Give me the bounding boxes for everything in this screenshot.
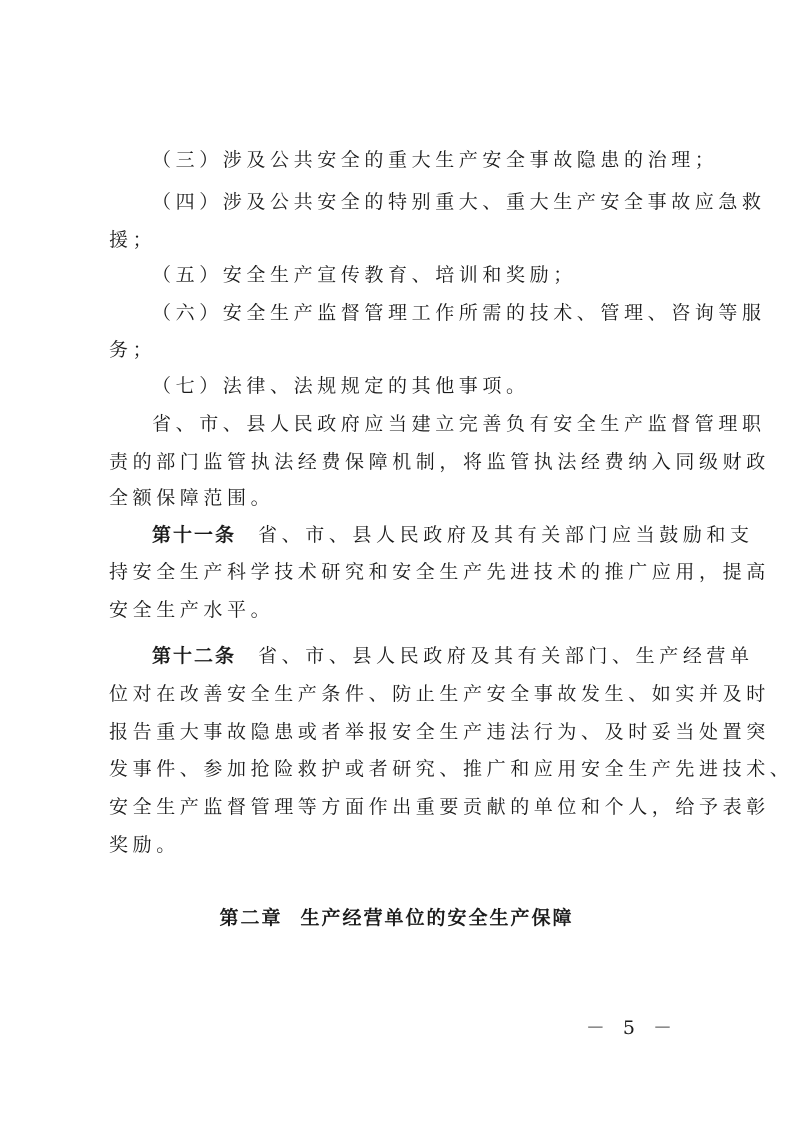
page-number: － 5 － [585, 1017, 678, 1039]
budget-paragraph-line-2: 责的部门监管执法经费保障机制，将监管执法经费纳入同级财政 [109, 451, 770, 473]
article-11-line-2: 持安全生产科学技术研究和安全生产先进技术的推广应用，提高 [109, 561, 770, 583]
article-12-line-1 [152, 644, 754, 668]
item-four-line-1: （四）涉及公共安全的特别重大、重大生产安全事故应急救 [152, 191, 766, 213]
chapter-number: 第二章 [219, 907, 283, 929]
article-12-line-3: 报告重大事故隐患或者举报安全生产违法行为、及时妥当处置突 [109, 721, 770, 743]
budget-paragraph-line-3: 全额保障范围。 [109, 487, 275, 509]
item-three: （三）涉及公共安全的重大生产安全事故隐患的治理； [152, 149, 719, 171]
article-12-line-6: 奖励。 [109, 834, 180, 856]
article-12-line-2: 位对在改善安全生产条件、防止生产安全事故发生、如实并及时 [109, 683, 770, 705]
item-five: （五）安全生产宣传教育、培训和奖励； [152, 264, 577, 286]
article-12-line-4: 发事件、参加抢险救护或者研究、推广和应用安全生产先进技术、 [109, 758, 793, 780]
item-four-line-2: 援； [109, 229, 157, 251]
article-11-line-3: 安全生产水平。 [109, 599, 275, 621]
article-11-text: 省、市、县人民政府及其有关部门应当鼓励和支 [258, 524, 754, 546]
article-12-text: 省、市、县人民政府及其有关部门、生产经营单 [258, 645, 754, 667]
article-12-line-5: 安全生产监督管理等方面作出重要贡献的单位和个人，给予表彰 [109, 796, 770, 818]
item-six-line-1: （六）安全生产监督管理工作所需的技术、管理、咨询等服 [152, 302, 766, 324]
item-six-line-2: 务； [109, 339, 157, 361]
chapter-heading [0, 906, 793, 930]
item-seven: （七）法律、法规规定的其他事项。 [152, 375, 530, 397]
article-12-heading: 第十二条 [152, 645, 237, 667]
chapter-title: 生产经营单位的安全生产保障 [300, 907, 574, 929]
article-11-line-1 [152, 523, 754, 547]
budget-paragraph-line-1: 省、市、县人民政府应当建立完善负有安全生产监督管理职 [152, 413, 766, 435]
article-11-heading: 第十一条 [152, 524, 237, 546]
